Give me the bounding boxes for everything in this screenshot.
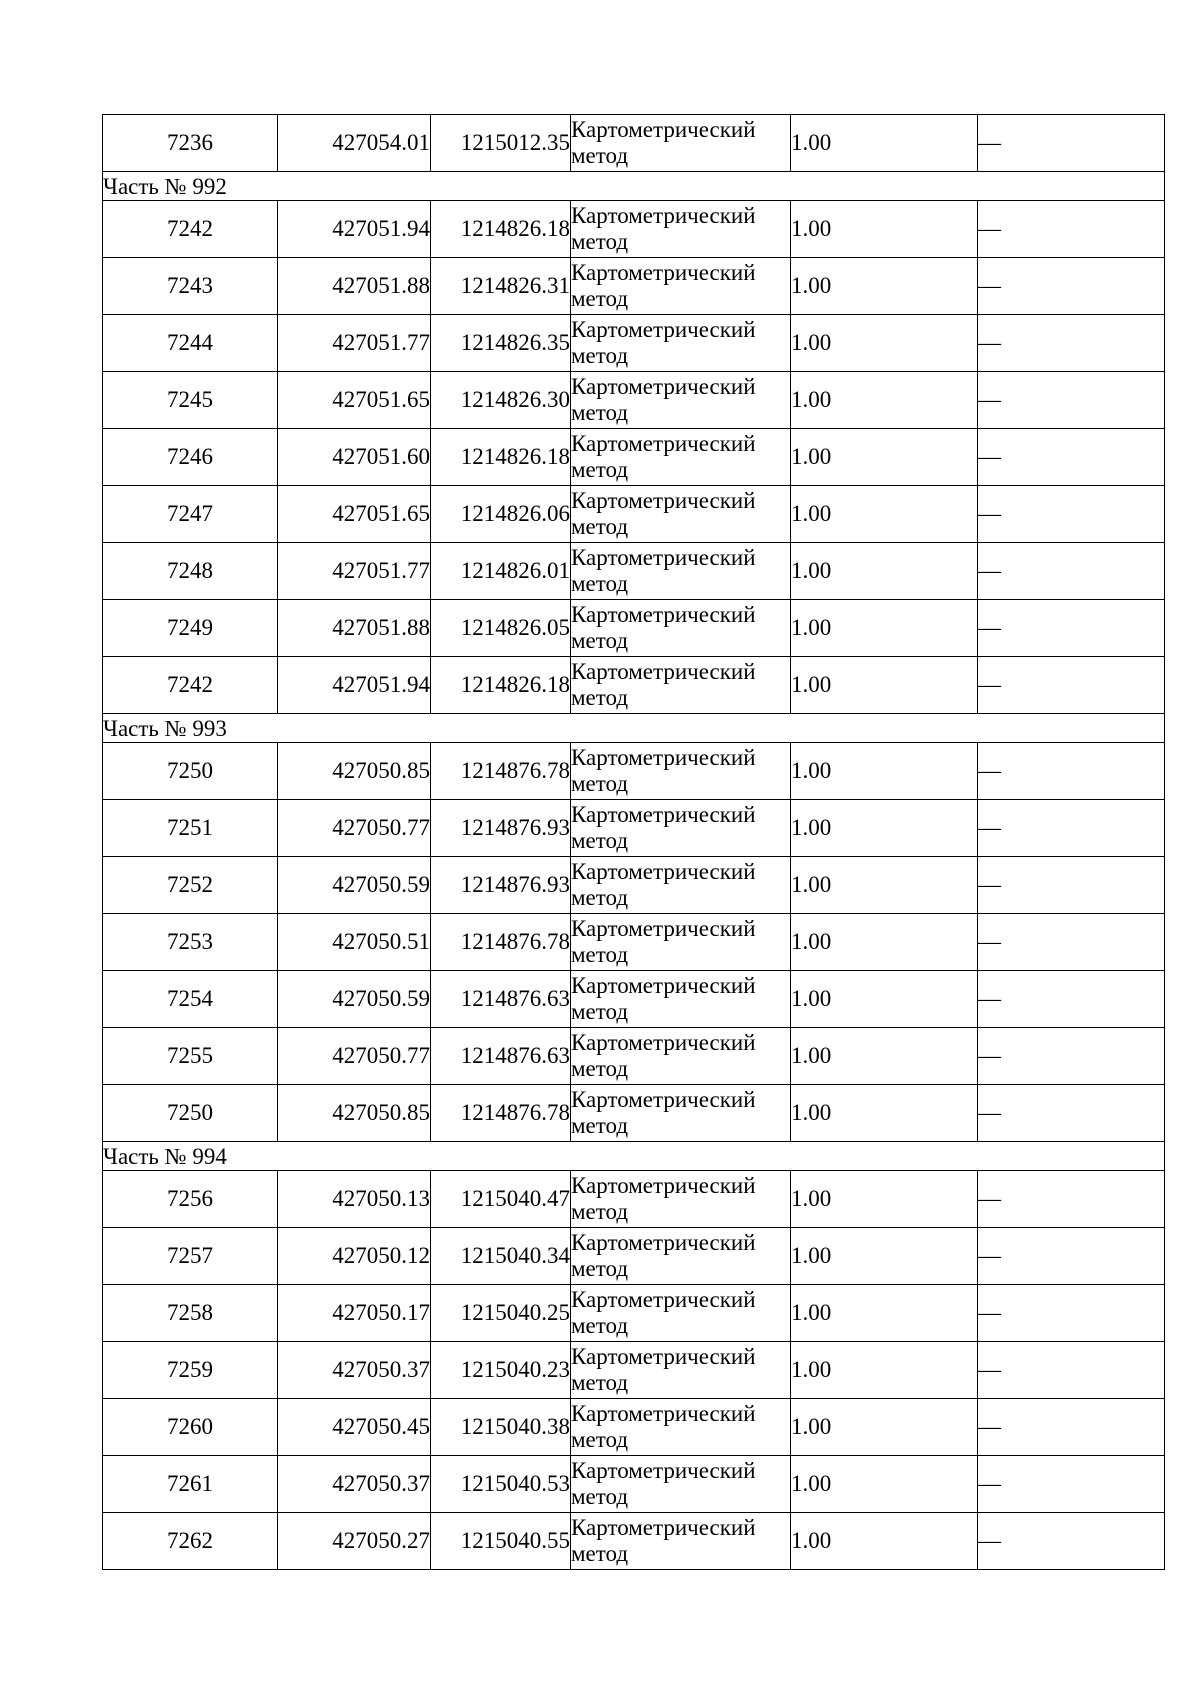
y-coordinate-cell: 1214876.78 xyxy=(431,743,571,800)
y-coordinate-cell: 1214876.63 xyxy=(431,1028,571,1085)
precision-cell: 1.00 xyxy=(791,857,978,914)
method-line-2: метод xyxy=(571,771,629,796)
table-row xyxy=(103,743,1165,800)
method-cell xyxy=(571,1285,791,1342)
precision-cell: 1.00 xyxy=(791,1171,978,1228)
method-line-2: метод xyxy=(571,1484,629,1509)
method-line-1: Картометрический xyxy=(571,1401,756,1426)
point-number-cell: 7251 xyxy=(103,800,278,857)
precision-cell: 1.00 xyxy=(791,258,978,315)
table-row xyxy=(103,1028,1165,1085)
method-cell xyxy=(571,258,791,315)
note-cell: — xyxy=(978,1171,1165,1228)
method-line-2: метод xyxy=(571,685,629,710)
precision-cell: 1.00 xyxy=(791,543,978,600)
x-coordinate-cell: 427051.77 xyxy=(278,315,431,372)
x-coordinate-cell: 427050.85 xyxy=(278,743,431,800)
point-number-cell: 7260 xyxy=(103,1399,278,1456)
precision-cell: 1.00 xyxy=(791,372,978,429)
method-line-2: метод xyxy=(571,1427,629,1452)
method-line-1: Картометрический xyxy=(571,1287,756,1312)
section-label: Часть № 993 xyxy=(103,714,1165,743)
precision-cell: 1.00 xyxy=(791,1342,978,1399)
method-line-2: метод xyxy=(571,1256,629,1281)
x-coordinate-cell: 427050.59 xyxy=(278,971,431,1028)
method-cell xyxy=(571,1028,791,1085)
method-cell xyxy=(571,857,791,914)
table-row xyxy=(103,914,1165,971)
method-line-2: метод xyxy=(571,343,629,368)
x-coordinate-cell: 427050.59 xyxy=(278,857,431,914)
precision-cell: 1.00 xyxy=(791,657,978,714)
table-row xyxy=(103,600,1165,657)
method-line-1: Картометрический xyxy=(571,659,756,684)
point-number-cell: 7250 xyxy=(103,1085,278,1142)
section-label: Часть № 992 xyxy=(103,172,1165,201)
method-line-2: метод xyxy=(571,628,629,653)
note-cell: — xyxy=(978,1342,1165,1399)
table-row xyxy=(103,115,1165,172)
y-coordinate-cell: 1215040.38 xyxy=(431,1399,571,1456)
section-header-row xyxy=(103,172,1165,201)
precision-cell: 1.00 xyxy=(791,429,978,486)
note-cell: — xyxy=(978,1085,1165,1142)
precision-cell: 1.00 xyxy=(791,1085,978,1142)
x-coordinate-cell: 427050.85 xyxy=(278,1085,431,1142)
table-row xyxy=(103,315,1165,372)
method-cell xyxy=(571,971,791,1028)
method-cell xyxy=(571,914,791,971)
x-coordinate-cell: 427051.77 xyxy=(278,543,431,600)
table-row xyxy=(103,258,1165,315)
x-coordinate-cell: 427050.12 xyxy=(278,1228,431,1285)
x-coordinate-cell: 427050.37 xyxy=(278,1342,431,1399)
note-cell: — xyxy=(978,914,1165,971)
x-coordinate-cell: 427050.77 xyxy=(278,800,431,857)
table-row xyxy=(103,1085,1165,1142)
method-line-2: метод xyxy=(571,143,629,168)
method-cell xyxy=(571,315,791,372)
table-row xyxy=(103,1228,1165,1285)
point-number-cell: 7253 xyxy=(103,914,278,971)
method-line-2: метод xyxy=(571,1541,629,1566)
section-header-row xyxy=(103,1142,1165,1171)
y-coordinate-cell: 1214826.06 xyxy=(431,486,571,543)
note-cell: — xyxy=(978,743,1165,800)
y-coordinate-cell: 1214826.18 xyxy=(431,429,571,486)
method-line-2: метод xyxy=(571,229,629,254)
precision-cell: 1.00 xyxy=(791,115,978,172)
method-cell xyxy=(571,1513,791,1570)
x-coordinate-cell: 427051.94 xyxy=(278,201,431,258)
note-cell: — xyxy=(978,1456,1165,1513)
y-coordinate-cell: 1214876.63 xyxy=(431,971,571,1028)
method-line-2: метод xyxy=(571,1113,629,1138)
method-line-1: Картометрический xyxy=(571,1173,756,1198)
precision-cell: 1.00 xyxy=(791,486,978,543)
y-coordinate-cell: 1215040.53 xyxy=(431,1456,571,1513)
y-coordinate-cell: 1214826.30 xyxy=(431,372,571,429)
x-coordinate-cell: 427051.88 xyxy=(278,600,431,657)
method-line-1: Картометрический xyxy=(571,374,756,399)
method-line-2: метод xyxy=(571,828,629,853)
method-line-1: Картометрический xyxy=(571,203,756,228)
table-row xyxy=(103,1171,1165,1228)
point-number-cell: 7248 xyxy=(103,543,278,600)
table-row xyxy=(103,1399,1165,1456)
method-line-1: Картометрический xyxy=(571,745,756,770)
note-cell: — xyxy=(978,1285,1165,1342)
precision-cell: 1.00 xyxy=(791,315,978,372)
y-coordinate-cell: 1214826.05 xyxy=(431,600,571,657)
table-row xyxy=(103,657,1165,714)
precision-cell: 1.00 xyxy=(791,914,978,971)
method-line-2: метод xyxy=(571,1199,629,1224)
x-coordinate-cell: 427050.27 xyxy=(278,1513,431,1570)
method-cell xyxy=(571,1456,791,1513)
x-coordinate-cell: 427050.77 xyxy=(278,1028,431,1085)
y-coordinate-cell: 1214826.31 xyxy=(431,258,571,315)
point-number-cell: 7262 xyxy=(103,1513,278,1570)
note-cell: — xyxy=(978,258,1165,315)
coordinates-table-body xyxy=(103,115,1165,1570)
note-cell: — xyxy=(978,486,1165,543)
method-line-1: Картометрический xyxy=(571,260,756,285)
table-row xyxy=(103,1342,1165,1399)
y-coordinate-cell: 1214826.01 xyxy=(431,543,571,600)
method-line-1: Картометрический xyxy=(571,1458,756,1483)
table-row xyxy=(103,429,1165,486)
note-cell: — xyxy=(978,1399,1165,1456)
method-line-2: метод xyxy=(571,942,629,967)
method-cell xyxy=(571,1228,791,1285)
point-number-cell: 7257 xyxy=(103,1228,278,1285)
table-row xyxy=(103,486,1165,543)
method-cell xyxy=(571,429,791,486)
point-number-cell: 7242 xyxy=(103,201,278,258)
method-line-1: Картометрический xyxy=(571,431,756,456)
y-coordinate-cell: 1214876.78 xyxy=(431,1085,571,1142)
method-line-2: метод xyxy=(571,400,629,425)
point-number-cell: 7245 xyxy=(103,372,278,429)
note-cell: — xyxy=(978,201,1165,258)
note-cell: — xyxy=(978,372,1165,429)
x-coordinate-cell: 427051.94 xyxy=(278,657,431,714)
point-number-cell: 7247 xyxy=(103,486,278,543)
method-cell xyxy=(571,115,791,172)
note-cell: — xyxy=(978,971,1165,1028)
table-row xyxy=(103,372,1165,429)
x-coordinate-cell: 427051.88 xyxy=(278,258,431,315)
method-line-1: Картометрический xyxy=(571,317,756,342)
method-line-1: Картометрический xyxy=(571,1230,756,1255)
x-coordinate-cell: 427051.65 xyxy=(278,486,431,543)
y-coordinate-cell: 1215040.23 xyxy=(431,1342,571,1399)
table-row xyxy=(103,1513,1165,1570)
method-cell xyxy=(571,372,791,429)
x-coordinate-cell: 427051.65 xyxy=(278,372,431,429)
method-cell xyxy=(571,800,791,857)
precision-cell: 1.00 xyxy=(791,1228,978,1285)
precision-cell: 1.00 xyxy=(791,743,978,800)
point-number-cell: 7252 xyxy=(103,857,278,914)
note-cell: — xyxy=(978,115,1165,172)
method-cell xyxy=(571,486,791,543)
method-cell xyxy=(571,1085,791,1142)
method-line-1: Картометрический xyxy=(571,859,756,884)
method-line-1: Картометрический xyxy=(571,602,756,627)
method-line-1: Картометрический xyxy=(571,1515,756,1540)
method-line-2: метод xyxy=(571,286,629,311)
point-number-cell: 7249 xyxy=(103,600,278,657)
method-cell xyxy=(571,1342,791,1399)
section-label: Часть № 994 xyxy=(103,1142,1165,1171)
table-row xyxy=(103,543,1165,600)
precision-cell: 1.00 xyxy=(791,600,978,657)
y-coordinate-cell: 1215040.55 xyxy=(431,1513,571,1570)
section-header-row xyxy=(103,714,1165,743)
point-number-cell: 7255 xyxy=(103,1028,278,1085)
x-coordinate-cell: 427054.01 xyxy=(278,115,431,172)
y-coordinate-cell: 1215040.34 xyxy=(431,1228,571,1285)
method-line-1: Картометрический xyxy=(571,488,756,513)
method-line-1: Картометрический xyxy=(571,802,756,827)
y-coordinate-cell: 1214876.78 xyxy=(431,914,571,971)
table-row xyxy=(103,971,1165,1028)
y-coordinate-cell: 1215012.35 xyxy=(431,115,571,172)
precision-cell: 1.00 xyxy=(791,1399,978,1456)
method-line-1: Картометрический xyxy=(571,916,756,941)
method-line-2: метод xyxy=(571,885,629,910)
method-line-1: Картометрический xyxy=(571,117,756,142)
method-line-1: Картометрический xyxy=(571,973,756,998)
note-cell: — xyxy=(978,543,1165,600)
method-line-2: метод xyxy=(571,514,629,539)
method-line-2: метод xyxy=(571,1056,629,1081)
method-cell xyxy=(571,543,791,600)
x-coordinate-cell: 427050.51 xyxy=(278,914,431,971)
point-number-cell: 7236 xyxy=(103,115,278,172)
precision-cell: 1.00 xyxy=(791,1028,978,1085)
method-line-2: метод xyxy=(571,571,629,596)
point-number-cell: 7261 xyxy=(103,1456,278,1513)
note-cell: — xyxy=(978,1228,1165,1285)
method-cell xyxy=(571,1171,791,1228)
precision-cell: 1.00 xyxy=(791,1513,978,1570)
note-cell: — xyxy=(978,800,1165,857)
method-line-2: метод xyxy=(571,999,629,1024)
table-row xyxy=(103,857,1165,914)
point-number-cell: 7259 xyxy=(103,1342,278,1399)
precision-cell: 1.00 xyxy=(791,201,978,258)
method-cell xyxy=(571,743,791,800)
note-cell: — xyxy=(978,429,1165,486)
method-line-1: Картометрический xyxy=(571,1344,756,1369)
method-line-2: метод xyxy=(571,1370,629,1395)
table-row xyxy=(103,1285,1165,1342)
precision-cell: 1.00 xyxy=(791,971,978,1028)
method-line-1: Картометрический xyxy=(571,1087,756,1112)
precision-cell: 1.00 xyxy=(791,1456,978,1513)
note-cell: — xyxy=(978,600,1165,657)
method-cell xyxy=(571,600,791,657)
x-coordinate-cell: 427050.45 xyxy=(278,1399,431,1456)
y-coordinate-cell: 1214876.93 xyxy=(431,800,571,857)
note-cell: — xyxy=(978,315,1165,372)
precision-cell: 1.00 xyxy=(791,800,978,857)
table-row xyxy=(103,201,1165,258)
x-coordinate-cell: 427051.60 xyxy=(278,429,431,486)
point-number-cell: 7256 xyxy=(103,1171,278,1228)
method-cell xyxy=(571,201,791,258)
note-cell: — xyxy=(978,1513,1165,1570)
table-row xyxy=(103,800,1165,857)
point-number-cell: 7250 xyxy=(103,743,278,800)
precision-cell: 1.00 xyxy=(791,1285,978,1342)
coordinates-table xyxy=(102,114,1165,1570)
y-coordinate-cell: 1214826.18 xyxy=(431,201,571,258)
method-cell xyxy=(571,1399,791,1456)
y-coordinate-cell: 1214876.93 xyxy=(431,857,571,914)
y-coordinate-cell: 1214826.35 xyxy=(431,315,571,372)
table-row xyxy=(103,1456,1165,1513)
note-cell: — xyxy=(978,657,1165,714)
note-cell: — xyxy=(978,857,1165,914)
point-number-cell: 7246 xyxy=(103,429,278,486)
note-cell: — xyxy=(978,1028,1165,1085)
point-number-cell: 7243 xyxy=(103,258,278,315)
method-line-1: Картометрический xyxy=(571,1030,756,1055)
y-coordinate-cell: 1215040.25 xyxy=(431,1285,571,1342)
point-number-cell: 7242 xyxy=(103,657,278,714)
point-number-cell: 7244 xyxy=(103,315,278,372)
method-line-1: Картометрический xyxy=(571,545,756,570)
method-cell xyxy=(571,657,791,714)
point-number-cell: 7254 xyxy=(103,971,278,1028)
y-coordinate-cell: 1215040.47 xyxy=(431,1171,571,1228)
method-line-2: метод xyxy=(571,1313,629,1338)
x-coordinate-cell: 427050.37 xyxy=(278,1456,431,1513)
point-number-cell: 7258 xyxy=(103,1285,278,1342)
method-line-2: метод xyxy=(571,457,629,482)
y-coordinate-cell: 1214826.18 xyxy=(431,657,571,714)
x-coordinate-cell: 427050.17 xyxy=(278,1285,431,1342)
x-coordinate-cell: 427050.13 xyxy=(278,1171,431,1228)
